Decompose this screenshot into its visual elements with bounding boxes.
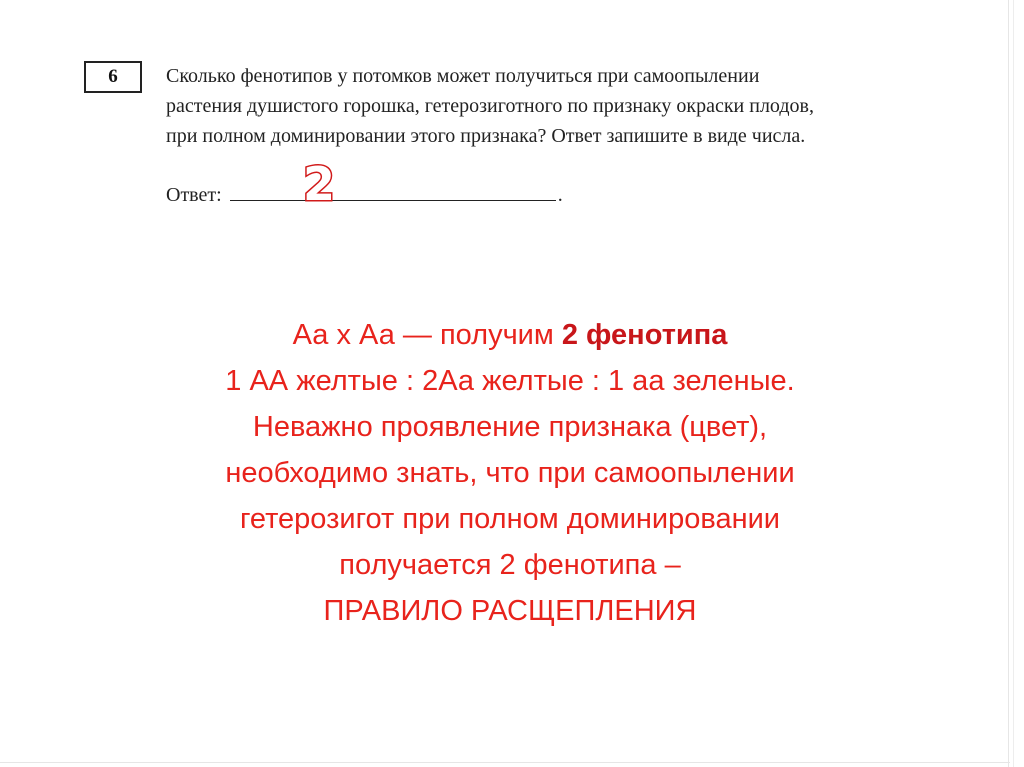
phenotype-count-highlight: 2 фенотипа <box>561 319 728 351</box>
answer-label: Ответ: <box>166 184 222 206</box>
explanation-text <box>120 312 900 634</box>
explanation-line-6: получается 2 фенотипа – <box>339 549 681 581</box>
answer-value: 2 <box>303 157 336 211</box>
explanation-line-5: гетерозигот при полном доминировании <box>239 503 780 535</box>
task-question <box>166 61 994 151</box>
answer-blank-line <box>230 178 556 201</box>
slide-border-right <box>1008 0 1009 767</box>
explanation-line-3: Неважно проявление признака (цвет), <box>252 411 768 443</box>
cross-formula: Аа х Аа — получим <box>292 319 562 351</box>
question-line: при полном доминировании этого признака? Ответ запишите в виде числа. <box>166 125 806 147</box>
task-number-box: 6 <box>84 61 142 93</box>
question-line: Сколько фенотипов у потомков может получиться при самоопылении <box>166 65 760 87</box>
explanation-line-1 <box>120 312 900 358</box>
question-line: растения душистого горошка, гетерозиготного по признаку окраски плодов, <box>166 95 814 117</box>
answer-end-dot: . <box>557 184 563 206</box>
explanation-line-4: необходимо знать, что при самоопылении <box>225 457 795 489</box>
answer-row <box>166 178 563 207</box>
slide-border-right-inner <box>1013 0 1014 767</box>
slide-border-bottom <box>0 762 1010 763</box>
explanation-rule: ПРАВИЛО РАСЩЕПЛЕНИЯ <box>323 595 697 627</box>
explanation-line-2: 1 АА желтые : 2Аа желтые : 1 аа зеленые. <box>225 365 795 397</box>
